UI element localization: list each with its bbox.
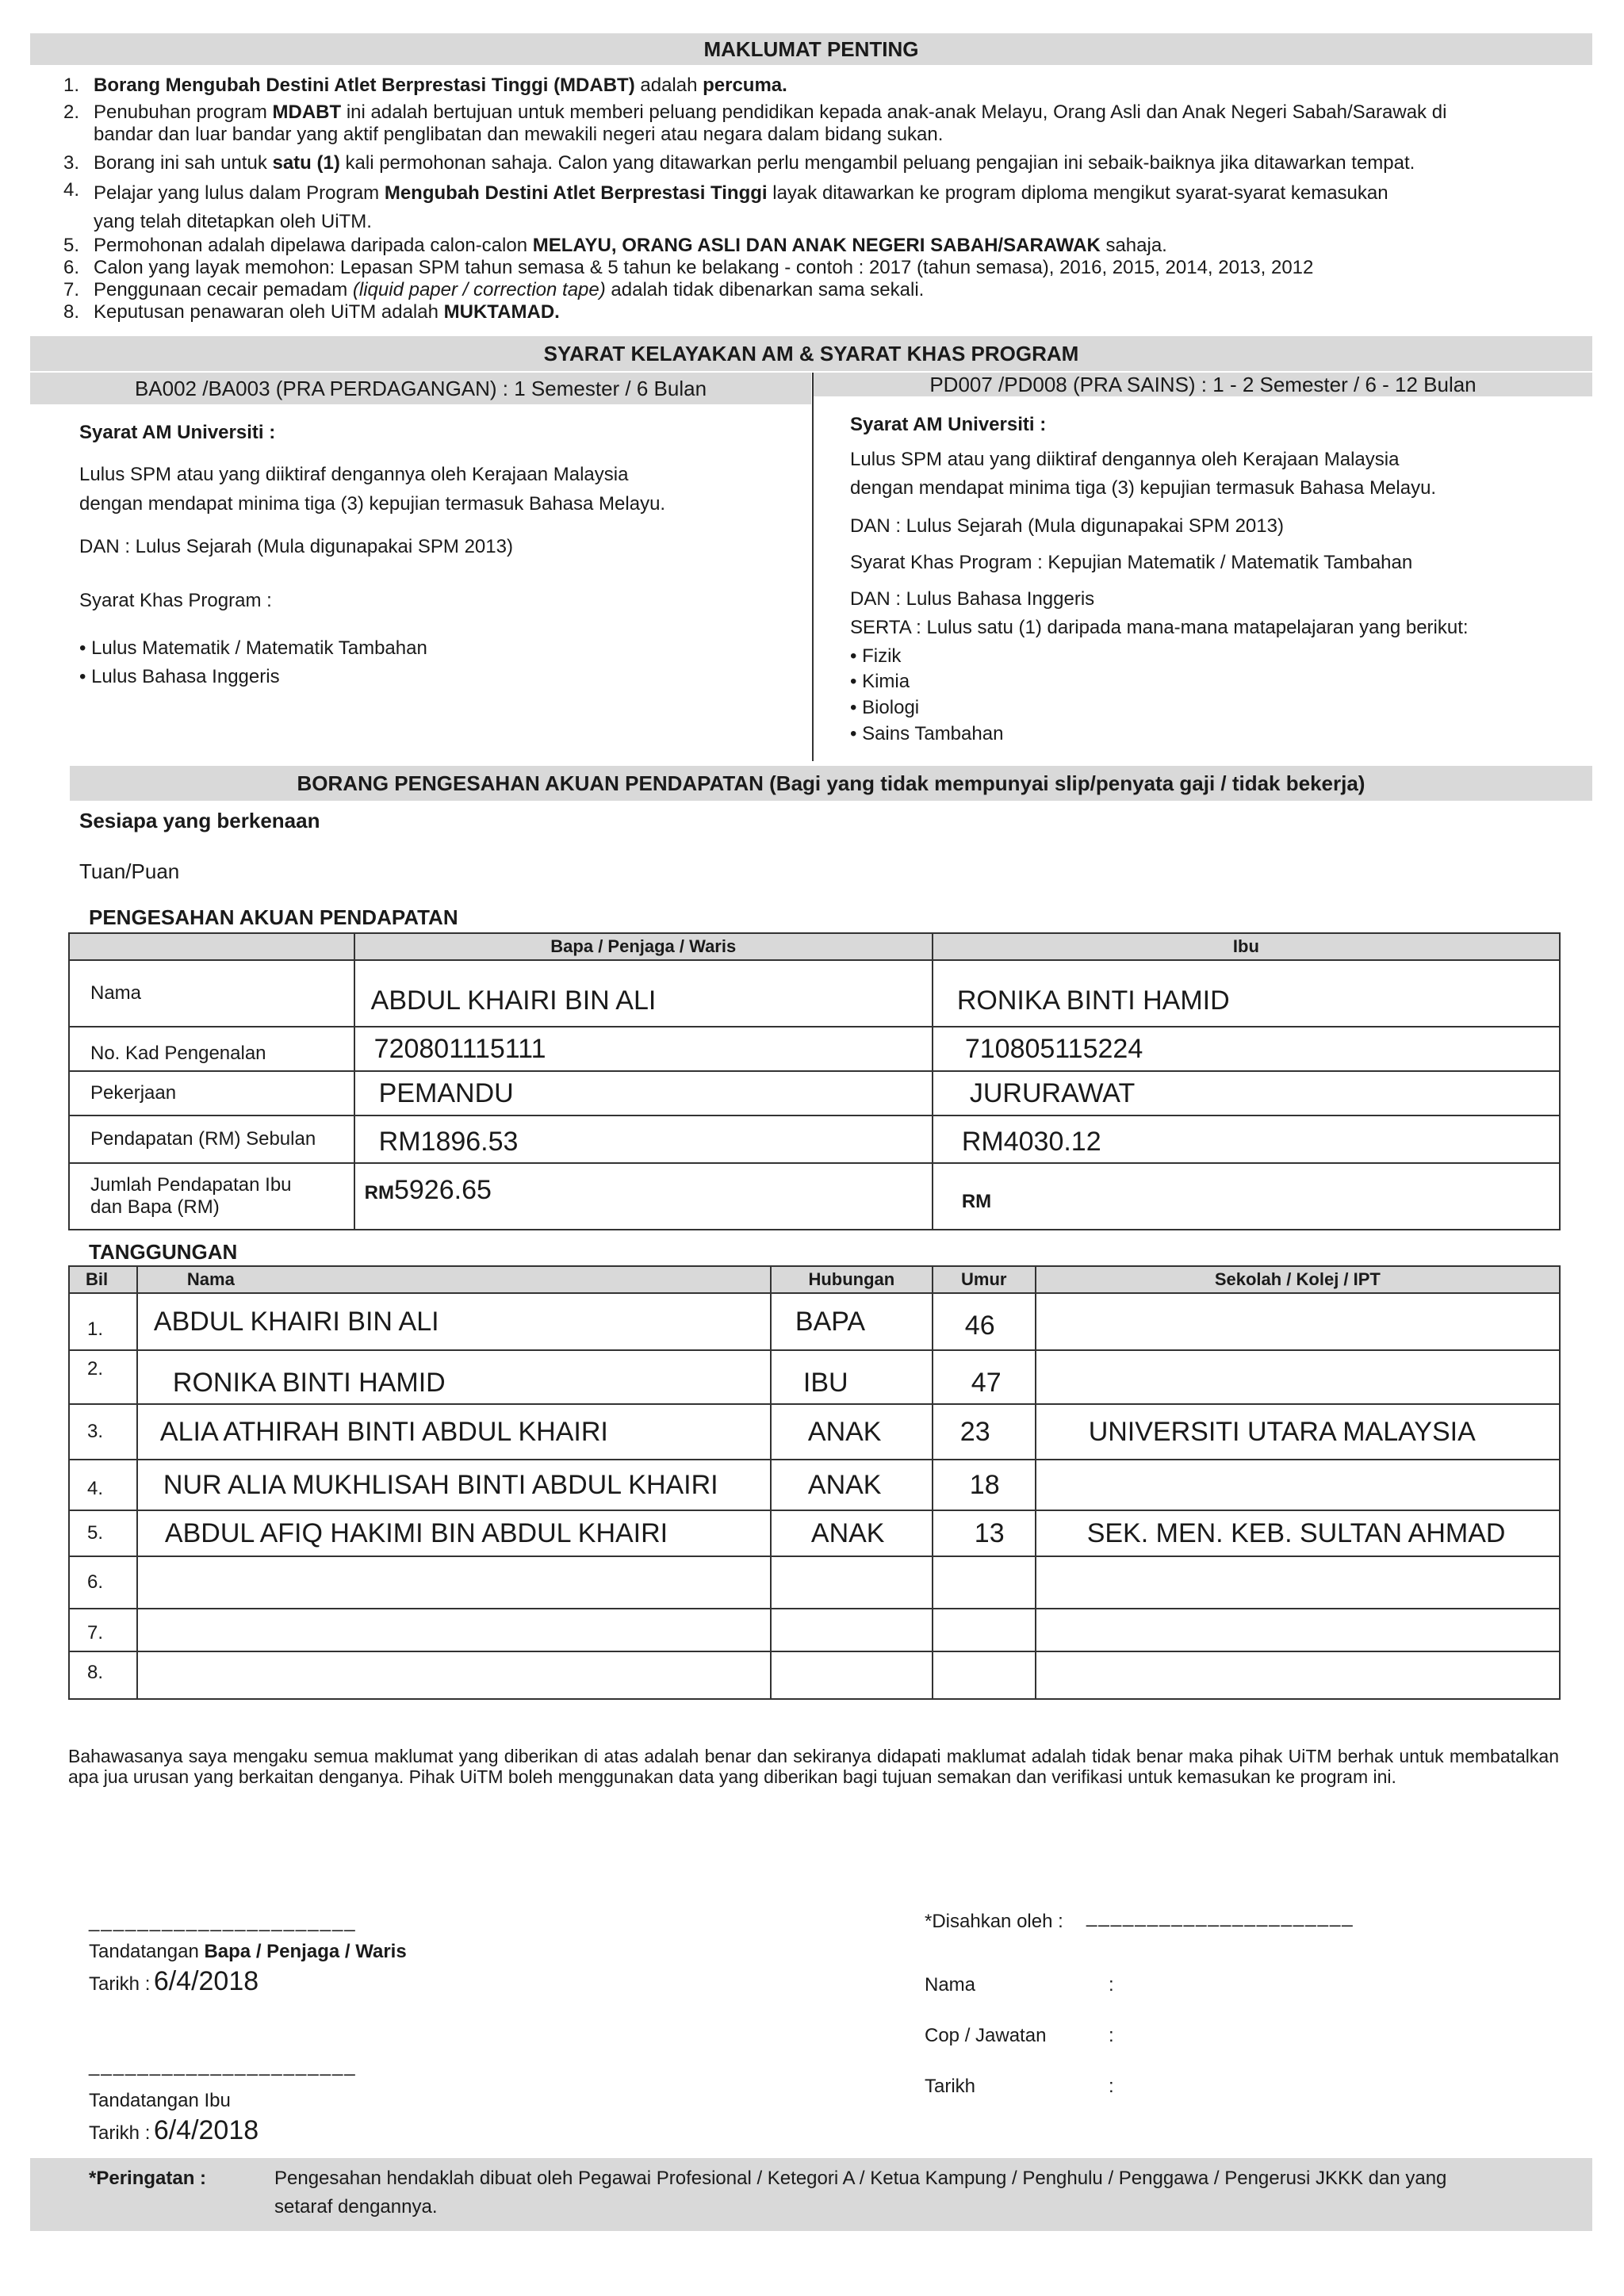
left-bullet-2: • Lulus Bahasa Inggeris [79, 666, 280, 687]
table-row: 4. NUR ALIA MUKHLISAH BINTI ABDUL KHAIRI ANAK 18 [69, 1460, 1560, 1510]
ibu-pendapatan: RM4030.12 [933, 1115, 1560, 1163]
pendapatan-header-blank [69, 933, 354, 960]
pendapatan-header-bapa: Bapa / Penjaga / Waris [354, 933, 933, 960]
header-hubungan: Hubungan [771, 1266, 933, 1293]
bapa-pekerjaan: PEMANDU [354, 1071, 933, 1115]
peringatan-label: *Peringatan : [89, 2168, 207, 2189]
table-row: 1. ABDUL KHAIRI BIN ALI BAPA 46 [69, 1293, 1560, 1350]
left-bullet-1: • Lulus Matematik / Matematik Tambahan [79, 637, 427, 659]
table-row: 8. [69, 1651, 1560, 1699]
ibu-kp: 710805115224 [933, 1027, 1560, 1071]
table-row: 3. ALIA ATHIRAH BINTI ABDUL KHAIRI ANAK 23 UNIVERSITI UTARA MALAYSIA [69, 1404, 1560, 1460]
header-bil: Bil [69, 1266, 137, 1293]
left-am-title: Syarat AM Universiti : [79, 422, 276, 443]
disahkan-signature-line[interactable]: ______________________ [1086, 1906, 1354, 1927]
header-umur: Umur [933, 1266, 1036, 1293]
peringatan-band [30, 2158, 1592, 2231]
ibu-signature-line[interactable]: ______________________ [89, 2055, 357, 2076]
pengesahan-title: PENGESAHAN AKUAN PENDAPATAN [89, 905, 458, 929]
bapa-signature-line[interactable]: ______________________ [89, 1911, 357, 1932]
syarat-right-heading: PD007 /PD008 (PRA SAINS) : 1 - 2 Semester / 6 - 12 Bulan [814, 373, 1592, 396]
tuan-puan-text: Tuan/Puan [79, 859, 180, 883]
row-label: No. Kad Pengenalan [69, 1027, 354, 1071]
syarat-left-heading: BA002 /BA003 (PRA PERDAGANGAN) : 1 Semester / 6 Bulan [30, 373, 811, 404]
right-dan: DAN : Lulus Sejarah (Mula digunapakai SPM 2013) [850, 515, 1284, 537]
table-row: 2. RONIKA BINTI HAMID IBU 47 [69, 1350, 1560, 1404]
tanggungan-table [68, 1265, 1561, 1700]
nama-colon: : [1109, 1974, 1114, 1996]
right-serta: SERTA : Lulus satu (1) daripada mana-mana matapelajaran yang berikut: [850, 617, 1469, 638]
jumlah-value: RM5926.65 [354, 1163, 933, 1230]
table-row: 7. [69, 1609, 1560, 1651]
declaration-text: Bahawasanya saya mengaku semua maklumat yang diberikan di atas adalah benar dan sekiranya didapati maklumat adalah tidak benar maka pihak UiTM berhak untuk membatalkan apa jua urusan yang berkaitan denganya. Pihak UiTM boleh menggunakan data yang diberikan bagi tujuan semakan dan verifikasi untuk kemasukan ke program ini. [68, 1746, 1559, 1787]
syarat-title: SYARAT KELAYAKAN AM & SYARAT KHAS PROGRAM [543, 342, 1079, 365]
right-am-title: Syarat AM Universiti : [850, 414, 1047, 435]
maklumat-title: MAKLUMAT PENTING [703, 37, 919, 61]
left-khas-title: Syarat Khas Program : [79, 590, 272, 611]
row-label: Nama [69, 960, 354, 1027]
left-am-l2: dengan mendapat minima tiga (3) kepujian termasuk Bahasa Melayu. [79, 493, 666, 515]
syarat-title-band [30, 336, 1592, 371]
tarikh-colon: : [1109, 2076, 1114, 2097]
table-row: 6. [69, 1556, 1560, 1609]
bapa-nama: ABDUL KHAIRI BIN ALI [354, 960, 933, 1027]
left-dan: DAN : Lulus Sejarah (Mula digunapakai SPM 2013) [79, 536, 513, 557]
borang-title-band [70, 766, 1592, 801]
nama-label: Nama [925, 1974, 976, 1996]
right-bullet-1: • Fizik [850, 645, 902, 667]
ibu-pekerjaan: JURURAWAT [933, 1071, 1560, 1115]
right-bullet-3: • Biologi [850, 697, 920, 718]
sesiapa-text: Sesiapa yang berkenaan [79, 809, 320, 832]
tarikh-label: Tarikh [925, 2076, 976, 2097]
ibu-tarikh: Tarikh : 6/4/2018 [89, 2115, 259, 2145]
cop-colon: : [1109, 2025, 1114, 2046]
ibu-signature-label: Tandatangan Ibu [89, 2090, 231, 2111]
maklumat-title-band [30, 33, 1592, 65]
right-dan2: DAN : Lulus Bahasa Inggeris [850, 588, 1095, 610]
jumlah-ibu-rm: RM [933, 1163, 1560, 1230]
bapa-signature-label: Tandatangan Bapa / Penjaga / Waris [89, 1941, 407, 1962]
right-am-l2: dengan mendapat minima tiga (3) kepujian termasuk Bahasa Melayu. [850, 477, 1437, 499]
table-row [69, 1027, 1560, 1071]
pendapatan-table [68, 932, 1561, 1230]
ibu-nama: RONIKA BINTI HAMID [933, 960, 1560, 1027]
table-row [69, 1115, 1560, 1163]
right-bullet-2: • Kimia [850, 671, 910, 692]
table-row [69, 960, 1560, 1027]
bapa-tarikh: Tarikh : 6/4/2018 [89, 1966, 259, 1996]
peringatan-text-2: setaraf dengannya. [274, 2196, 438, 2218]
disahkan-label: *Disahkan oleh : [925, 1911, 1063, 1932]
cop-label: Cop / Jawatan [925, 2025, 1047, 2046]
left-am-l1: Lulus SPM atau yang diiktiraf dengannya oleh Kerajaan Malaysia [79, 464, 629, 485]
peringatan-text-1: Pengesahan hendaklah dibuat oleh Pegawai Profesional / Ketegori A / Ketua Kampung / Penghulu / Penggawa / Pengerusi JKKK dan yang [274, 2168, 1447, 2189]
row-label: Pendapatan (RM) Sebulan [69, 1115, 354, 1163]
table-row [69, 1071, 1560, 1115]
syarat-divider [812, 373, 814, 761]
pendapatan-header-ibu: Ibu [933, 933, 1560, 960]
row-label: Pekerjaan [69, 1071, 354, 1115]
table-row: 5. ABDUL AFIQ HAKIMI BIN ABDUL KHAIRI ANAK 13 SEK. MEN. KEB. SULTAN AHMAD [69, 1510, 1560, 1556]
bapa-kp: 720801115111 [354, 1027, 933, 1071]
right-bullet-4: • Sains Tambahan [850, 723, 1004, 744]
right-am-l1: Lulus SPM atau yang diiktiraf dengannya oleh Kerajaan Malaysia [850, 449, 1400, 470]
borang-title: BORANG PENGESAHAN AKUAN PENDAPATAN (Bagi yang tidak mempunyai slip/penyata gaji / tidak bekerja) [297, 771, 1365, 795]
right-khas: Syarat Khas Program : Kepujian Matematik / Matematik Tambahan [850, 552, 1413, 573]
header-sekolah: Sekolah / Kolej / IPT [1036, 1266, 1560, 1293]
tanggungan-title: TANGGUNGAN [89, 1240, 238, 1264]
table-row [69, 1163, 1560, 1230]
jumlah-label: Jumlah Pendapatan Ibu dan Bapa (RM) [69, 1163, 354, 1230]
bapa-pendapatan: RM1896.53 [354, 1115, 933, 1163]
header-nama: Nama [137, 1266, 771, 1293]
